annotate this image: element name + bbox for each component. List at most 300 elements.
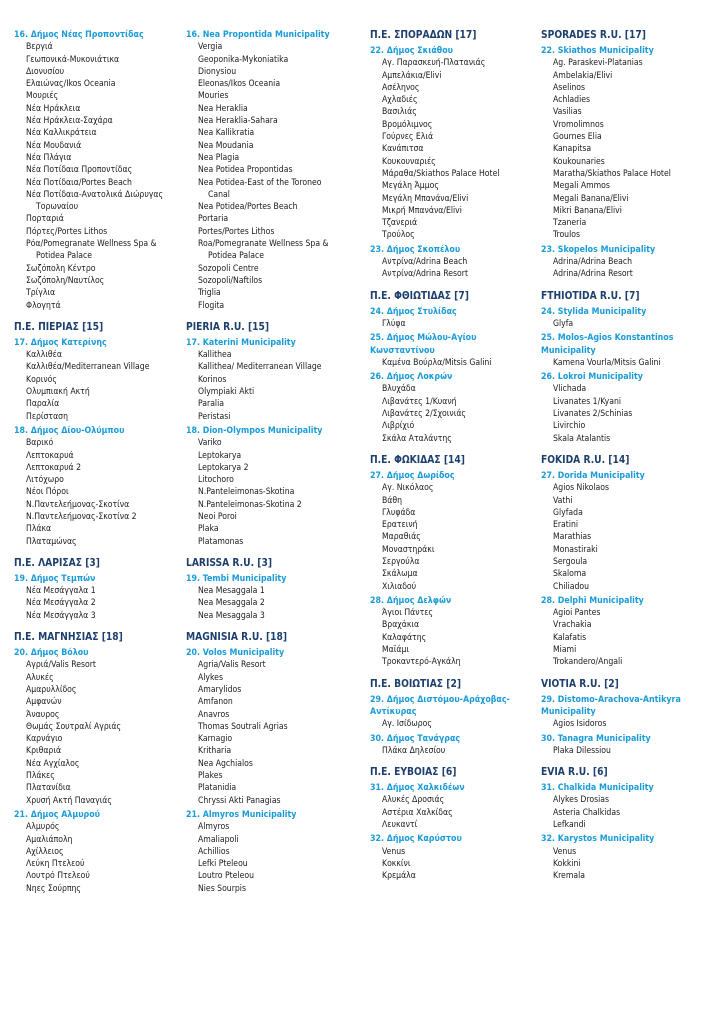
region-section: [541, 454, 709, 669]
beach-item: [541, 396, 709, 408]
beach-list: [370, 318, 538, 330]
beach-name: Sozopoli Centre: [198, 263, 259, 274]
municipality-name: 26. Lokroi Municipality: [541, 372, 643, 383]
beach-item: [541, 143, 709, 155]
municipality-group: [541, 595, 709, 669]
beach-item: [541, 482, 709, 494]
beach-name: Kremala: [553, 871, 585, 882]
beach-item: [186, 41, 354, 53]
beach-name: Plaka Dilessiou: [553, 745, 611, 756]
beach-name: Αγ. Ισίδωρος: [382, 719, 432, 730]
beach-item: [186, 536, 354, 548]
beach-item: [370, 718, 538, 730]
beach-name: Nea Moudania: [198, 140, 254, 151]
beach-name: Καρνάγιο: [26, 734, 63, 745]
beach-item: [14, 585, 182, 597]
beach-item: [186, 90, 354, 102]
beach-name: Αμφανών: [26, 697, 62, 708]
beach-item: [186, 226, 354, 238]
beach-item: [541, 632, 709, 644]
beach-item: [186, 696, 354, 708]
beach-item: [14, 883, 182, 895]
beach-item: [14, 610, 182, 622]
beach-item: [541, 119, 709, 131]
column-3: [370, 29, 538, 885]
municipality-name: 25. Molos-Agios Konstantinos Municipality: [541, 333, 674, 356]
beach-name: Βραχάκια: [382, 620, 420, 631]
beach-name: Νέα Καλλικράτεια: [26, 128, 97, 139]
beach-item: [186, 238, 354, 263]
beach-item: [370, 581, 538, 593]
beach-name: Νέα Ηράκλεια: [26, 103, 81, 114]
beach-name: Venus: [382, 846, 406, 857]
beach-name: Kalafatis: [553, 632, 587, 643]
municipality-name: 28. Δήμος Δελφών: [370, 595, 452, 606]
beach-item: [370, 396, 538, 408]
beach-name-continued: Potidea Palace: [36, 251, 93, 262]
municipality-name: 20. Δήμος Βόλου: [14, 648, 89, 659]
beach-name: Μαϊάμι: [382, 645, 410, 656]
beach-list: [370, 718, 538, 730]
municipality-name: 24. Stylida Municipality: [541, 306, 647, 317]
beach-list: [370, 482, 538, 593]
beach-name: Kamena Vourla/Mitsis Galini: [553, 357, 661, 368]
beach-item: [541, 57, 709, 69]
beach-list: [541, 482, 709, 593]
municipality-group: [186, 337, 354, 423]
beach-item: [186, 821, 354, 833]
beach-item: [541, 846, 709, 858]
beach-name: Amarylidos: [198, 684, 242, 695]
beach-name: Ερατεινή: [382, 520, 418, 531]
municipality-group: [370, 694, 538, 731]
beach-item: [541, 357, 709, 369]
beach-name: Χιλιαδού: [382, 581, 417, 592]
beach-list: [14, 659, 182, 807]
municipality-name: 28. Delphi Municipality: [541, 595, 644, 606]
beach-name: Νέα Αγχίαλος: [26, 758, 80, 769]
beach-item: [541, 644, 709, 656]
beach-list: [541, 256, 709, 281]
beach-item: [14, 499, 182, 511]
beach-item: [370, 193, 538, 205]
beach-name: Vromolimnos: [553, 119, 604, 130]
beach-item: [186, 770, 354, 782]
beach-name: Λιτόχωρο: [26, 475, 64, 486]
beach-item: [14, 684, 182, 696]
beach-list: [186, 349, 354, 423]
beach-name: Πόρτες/Portes Lithos: [26, 226, 108, 237]
beach-name: Λουτρό Πτελεού: [26, 871, 90, 882]
municipality-group: [541, 470, 709, 593]
beach-list: [541, 318, 709, 330]
beach-item: [14, 511, 182, 523]
municipality-name: 32. Δήμος Καρύστου: [370, 834, 462, 845]
municipality-name: 30. Tanagra Municipality: [541, 733, 651, 744]
beach-name: Livirchio: [553, 421, 586, 432]
beach-name: Μοναστηράκι: [382, 544, 435, 555]
beach-item: [14, 213, 182, 225]
beach-name: Roa/Pomegranate Wellness Spa &: [198, 239, 329, 250]
beach-name: Platamonas: [198, 536, 244, 547]
beach-name: Neoi Poroi: [198, 511, 237, 522]
beach-name: Πορταριά: [26, 214, 64, 225]
beach-item: [541, 408, 709, 420]
beach-name: Mouries: [198, 91, 229, 102]
beach-name: Καλαφάτης: [382, 632, 427, 643]
beach-name: Μεγάλη Μπανάνα/Elivi: [382, 193, 469, 204]
beach-item: [186, 140, 354, 152]
municipality-name: 25. Δήμος Μώλου-Αγίου Κωνσταντίνου: [370, 333, 477, 356]
beach-item: [186, 115, 354, 127]
beach-name: Φλογητά: [26, 300, 61, 311]
municipality-group: [541, 332, 709, 369]
beach-item: [14, 770, 182, 782]
beach-item: [186, 834, 354, 846]
beach-item: [541, 495, 709, 507]
beach-item: [186, 450, 354, 462]
beach-name: Πλάκα: [26, 524, 52, 535]
beach-name: Λιβρίχιό: [382, 421, 415, 432]
municipality-group: [541, 782, 709, 831]
municipality-name: 30. Δήμος Τανάγρας: [370, 733, 461, 744]
beach-item: [541, 433, 709, 445]
beach-name: Κορινός: [26, 374, 57, 385]
region-section: [14, 631, 182, 895]
region-section: [186, 29, 354, 312]
beach-item: [370, 119, 538, 131]
beach-name: Πλάκες: [26, 771, 55, 782]
beach-item: [14, 437, 182, 449]
beach-item: [14, 189, 182, 214]
beach-name: Άγιοι Πάντες: [382, 608, 433, 619]
beach-name: Mikri Banana/Elivi: [553, 205, 622, 216]
beach-name: Triglia: [198, 288, 221, 299]
beach-name: Nea Plagia: [198, 152, 240, 163]
beach-item: [370, 632, 538, 644]
municipality-group: [14, 29, 182, 312]
beach-name: Leptokarya 2: [198, 462, 249, 473]
beach-item: [370, 656, 538, 668]
beach-name: Αγριά/Valis Resort: [26, 660, 96, 671]
beach-item: [541, 268, 709, 280]
municipality-name: 24. Δήμος Στυλίδας: [370, 306, 457, 317]
beach-name: Νέα Πλάγια: [26, 152, 72, 163]
beach-item: [541, 807, 709, 819]
beach-item: [186, 795, 354, 807]
beach-name: Kokkini: [553, 858, 581, 869]
beach-name: Μαραθιάς: [382, 532, 421, 543]
municipality-group: [14, 337, 182, 423]
beach-item: [186, 398, 354, 410]
beach-name: Maratha/Skiathos Palace Hotel: [553, 168, 671, 179]
beach-item: [186, 386, 354, 398]
region-title: Π.Ε. ΛΑΡΙΣΑΣ [3]: [14, 557, 100, 569]
beach-name: Νέοι Πόροι: [26, 487, 69, 498]
beach-name: Αλυκές: [26, 672, 54, 683]
beach-item: [186, 511, 354, 523]
region-section: [370, 29, 538, 281]
beach-name: Θωμάς Σουτραλί Αγριάς: [26, 721, 121, 732]
beach-name: Miami: [553, 645, 577, 656]
beach-list: [541, 718, 709, 730]
region-title: FOKIDA R.U. [14]: [541, 454, 630, 466]
beach-item: [370, 318, 538, 330]
municipality-group: [14, 809, 182, 895]
beach-name: Πλάκα Δηλεσίου: [382, 745, 446, 756]
beach-name: Ν.Παντελεήμονας-Σκοτίνα: [26, 499, 130, 510]
beach-name: Korinos: [198, 374, 227, 385]
beach-item: [186, 275, 354, 287]
beach-item: [370, 544, 538, 556]
beach-name: Litochoro: [198, 475, 234, 486]
beach-item: [14, 164, 182, 176]
beach-name: Βεργιά: [26, 42, 53, 53]
beach-item: [186, 523, 354, 535]
region-title: Π.Ε. ΠΙΕΡΙΑΣ [15]: [14, 321, 104, 333]
beach-item: [541, 318, 709, 330]
beach-name: Καλλιθέα: [26, 350, 62, 361]
beach-item: [370, 819, 538, 831]
region-title: VIOTIA R.U. [2]: [541, 678, 619, 690]
beach-item: [14, 721, 182, 733]
beach-name: Κρεμάλα: [382, 871, 416, 882]
region-title: Π.Ε. ΦΩΚΙΔΑΣ [14]: [370, 454, 465, 466]
beach-item: [186, 164, 354, 176]
beach-name: Βλυχάδα: [382, 384, 416, 395]
beach-item: [186, 846, 354, 858]
beach-item: [186, 462, 354, 474]
beach-name: Νέα Μεσάγγαλα 2: [26, 598, 96, 609]
beach-list: [14, 41, 182, 312]
beach-item: [541, 544, 709, 556]
beach-item: [370, 568, 538, 580]
beach-name: Λιβανάτες 1/Κυανή: [382, 396, 457, 407]
beach-list: [186, 659, 354, 807]
beach-name: Vlichada: [553, 384, 587, 395]
region-section: [186, 631, 354, 895]
beach-name: Kallithea/ Mediterranean Village: [198, 362, 322, 373]
beach-item: [541, 531, 709, 543]
beach-item: [370, 858, 538, 870]
beach-list: [370, 256, 538, 281]
beach-name: Eleonas/Ikos Oceania: [198, 79, 281, 90]
beach-item: [370, 408, 538, 420]
municipality-group: [370, 833, 538, 882]
column-2: [186, 29, 354, 897]
beach-name: Λευκαντί: [382, 820, 418, 831]
beach-name: Nea Heraklia: [198, 103, 248, 114]
beach-name: Skala Atalantis: [553, 433, 611, 444]
beach-list: [14, 437, 182, 548]
beach-name: Lefki Pteleou: [198, 859, 248, 870]
beach-item: [14, 140, 182, 152]
beach-item: [14, 263, 182, 275]
beach-name: Sergoula: [553, 556, 588, 567]
beach-item: [14, 300, 182, 312]
beach-item: [370, 94, 538, 106]
municipality-group: [370, 782, 538, 831]
beach-name: Διονυσίου: [26, 66, 65, 77]
municipality-name: 27. Δήμος Δωρίδος: [370, 470, 455, 481]
beach-name: Chryssi Akti Panagias: [198, 795, 281, 806]
municipality-group: [186, 425, 354, 548]
beach-name: Γεωπονικά-Μυκονιάτικα: [26, 54, 120, 65]
beach-name: Almyros: [198, 822, 230, 833]
beach-name-continued: Potidea Palace: [208, 251, 265, 262]
municipality-name: 16. Δήμος Νέας Προποντίδας: [14, 30, 144, 40]
beach-name: Λιβανάτες 2/Σχοινιάς: [382, 409, 466, 420]
municipality-group: [186, 647, 354, 807]
beach-item: [541, 819, 709, 831]
beach-name: Σκάλωμα: [382, 569, 418, 580]
region-title: Π.Ε. ΣΠΟΡΑΔΩΝ [17]: [370, 30, 477, 41]
beach-item: [541, 106, 709, 118]
municipality-group: [14, 425, 182, 548]
beach-list: [370, 846, 538, 883]
beach-name: Kanapitsa: [553, 144, 592, 155]
beach-name: Τρίγλια: [26, 288, 56, 299]
beach-name: Αντρίνα/Adrina Resort: [382, 269, 468, 280]
municipality-name: 29. Δήμος Διστόμου-Αράχοβας-Αντίκυρας: [370, 694, 510, 717]
beach-item: [370, 229, 538, 241]
beach-name: Σκάλα Αταλάντης: [382, 433, 452, 444]
beach-list: [370, 57, 538, 241]
beach-name: Plakes: [198, 771, 223, 782]
beach-item: [370, 420, 538, 432]
beach-item: [14, 66, 182, 78]
beach-item: [14, 115, 182, 127]
beach-name: Μικρή Μπανάνα/Elivi: [382, 205, 462, 216]
beach-item: [186, 684, 354, 696]
region-section: [541, 766, 709, 882]
municipality-name: 31. Chalkida Municipality: [541, 783, 654, 794]
beach-item: [186, 782, 354, 794]
beach-name: Σεργούλα: [382, 556, 420, 567]
beach-name: Nea Potidea-East of the Toroneo: [198, 177, 322, 188]
beach-item: [370, 433, 538, 445]
beach-item: [186, 201, 354, 213]
beach-name: Άναυρος: [26, 709, 60, 720]
beach-name: Anavros: [198, 709, 230, 720]
beach-name: Troulos: [553, 230, 580, 241]
beach-list: [541, 794, 709, 831]
beach-item: [186, 733, 354, 745]
beach-item: [14, 398, 182, 410]
beach-name: Κουκουναριές: [382, 156, 436, 167]
beach-item: [541, 193, 709, 205]
beach-item: [541, 82, 709, 94]
beach-item: [14, 103, 182, 115]
beach-item: [186, 883, 354, 895]
beach-item: [541, 858, 709, 870]
beach-item: [186, 152, 354, 164]
beach-name: Τρούλος: [382, 230, 415, 241]
beach-item: [541, 420, 709, 432]
beach-item: [541, 568, 709, 580]
municipality-group: [370, 595, 538, 669]
beach-name: Kritharia: [198, 746, 232, 757]
beach-name: Peristasi: [198, 411, 231, 422]
municipality-group: [541, 371, 709, 445]
region-title: PIERIA R.U. [15]: [186, 321, 270, 333]
beach-name: Βρομόλιμνος: [382, 119, 433, 130]
beach-item: [14, 386, 182, 398]
beach-item: [14, 696, 182, 708]
beach-item: [541, 168, 709, 180]
beach-name: Βαρικό: [26, 438, 54, 449]
municipality-name: 22. Δήμος Σκιάθου: [370, 46, 454, 56]
beach-name: Βασιλιάς: [382, 107, 417, 118]
beach-name: Βάθη: [382, 495, 403, 506]
beach-name: Πλαταμώνας: [26, 536, 77, 547]
beach-item: [541, 519, 709, 531]
beach-name: Κοκκίνι: [382, 858, 411, 869]
beach-item: [541, 656, 709, 668]
beach-name: Λεπτοκαρυά: [26, 450, 74, 461]
region-section: [14, 557, 182, 622]
beach-item: [14, 152, 182, 164]
beach-item: [541, 607, 709, 619]
beach-item: [14, 523, 182, 535]
municipality-name: 17. Δήμος Κατερίνης: [14, 337, 107, 348]
beach-name: Νέα Ηράκλεια-Σαχάρα: [26, 116, 113, 127]
beach-name: Asteria Chalkidas: [553, 807, 621, 818]
beach-name: Ασέληνος: [382, 82, 420, 93]
region-section: [541, 290, 709, 445]
beach-name: Nea Mesaggala 3: [198, 610, 265, 621]
beach-item: [186, 127, 354, 139]
municipality-group: [186, 29, 354, 312]
beach-item: [186, 745, 354, 757]
municipality-group: [186, 573, 354, 622]
beach-name: Nea Agchialos: [198, 758, 253, 769]
beach-name: Τροκαντερό-Αγκάλη: [382, 657, 461, 668]
beach-name: Leptokarya: [198, 450, 242, 461]
beach-name: Agria/Valis Resort: [198, 660, 266, 671]
beach-name: Agios Isidoros: [553, 719, 607, 730]
beach-item: [186, 103, 354, 115]
beach-name: Αχίλλειος: [26, 846, 64, 857]
municipality-name: 20. Volos Municipality: [186, 648, 285, 659]
beach-name: Σωζόπολη/Ναυτίλος: [26, 275, 105, 286]
beach-name: Ολυμπιακή Ακτή: [26, 387, 90, 398]
region-title: Π.Ε. ΕΥΒΟΙΑΣ [6]: [370, 767, 457, 779]
beach-name: Νέα Ποτίδαια Προποντίδας: [26, 165, 133, 176]
beach-name: Vergia: [198, 42, 223, 53]
beach-item: [541, 217, 709, 229]
beach-item: [370, 531, 538, 543]
beach-name: Venus: [553, 846, 577, 857]
beach-item: [14, 474, 182, 486]
beach-item: [14, 90, 182, 102]
beach-item: [14, 745, 182, 757]
beach-item: [541, 718, 709, 730]
beach-name: Περίσταση: [26, 411, 68, 422]
beach-item: [186, 858, 354, 870]
beach-name: Αμπελάκια/Elivi: [382, 70, 442, 81]
beach-item: [541, 94, 709, 106]
municipality-name: 17. Katerini Municipality: [186, 337, 296, 348]
municipality-group: [541, 244, 709, 281]
beach-name: Plaka: [198, 524, 219, 535]
beach-item: [541, 581, 709, 593]
beach-name: Nies Sourpis: [198, 883, 246, 894]
beach-name: Αντρίνα/Adrina Beach: [382, 257, 468, 268]
beach-item: [370, 106, 538, 118]
beach-item: [370, 644, 538, 656]
region-section: [370, 678, 538, 757]
